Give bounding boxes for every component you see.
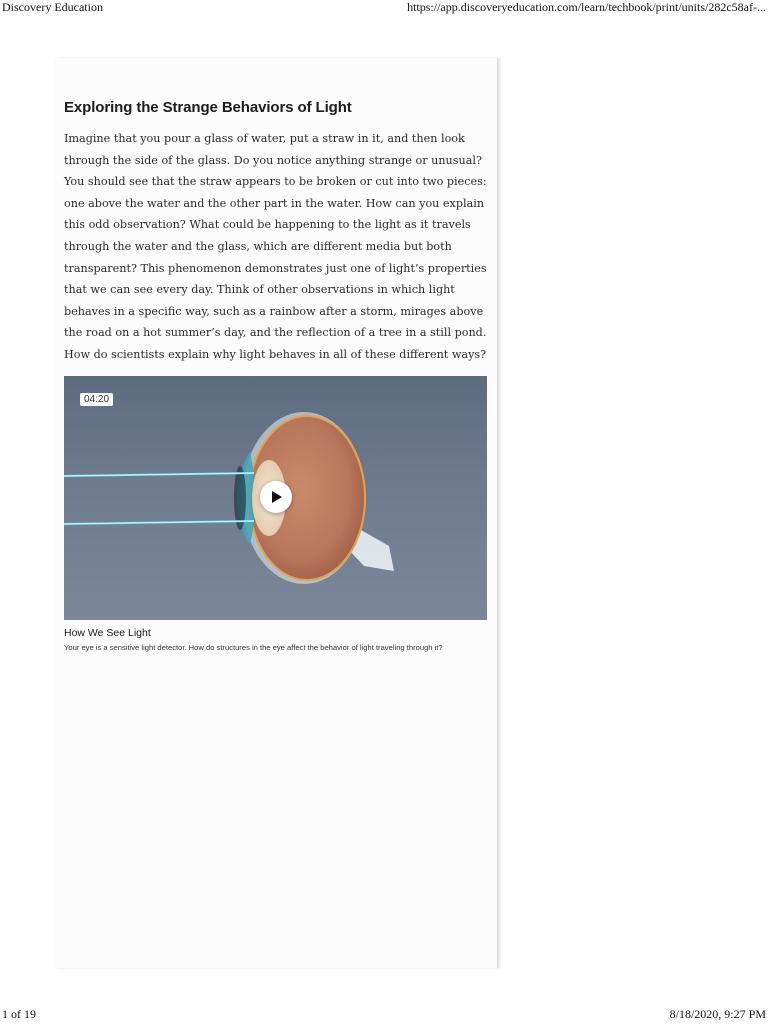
print-header-url: https://app.discoveryeducation.com/learn/techbook/print/units/282c58af-... (407, 0, 766, 14)
print-header-site-title: Discovery Education (2, 0, 103, 14)
video-duration-badge: 04:20 (80, 393, 113, 406)
intro-paragraph: Imagine that you pour a glass of water, put a straw in it, and then look through the side of the glass. Do you notice anything strange or unusual? You should see that the straw appears to be broken or cut into two pieces: one above the water and the other part in the water. How can you explain this odd observation? What could be happening to the light as it travels through the water and the glass, which are different media but both transparent? This phenomenon demonstrates just one of light’s properties that we can see every day. Think of other observations in which light behaves in a specific way, such as a rainbow after a storm, mirages above the road on a hot summer’s day, and the reflection of a tree in a still pond. How do scientists explain why light behaves in all of these different ways? (64, 132, 487, 361)
video-player[interactable] (64, 376, 487, 620)
play-button[interactable] (260, 481, 292, 513)
section-title: Exploring the Strange Behaviors of Light (64, 99, 352, 116)
video-caption: Your eye is a sensitive light detector. How do structures in the eye affect the behavior of light traveling through it? (64, 643, 443, 652)
play-icon (272, 491, 282, 503)
page-card (53, 58, 497, 968)
video-title: How We See Light (64, 627, 151, 639)
print-footer-datetime: 8/18/2020, 9:27 PM (669, 1007, 766, 1021)
print-footer-page-number: 1 of 19 (2, 1007, 36, 1021)
